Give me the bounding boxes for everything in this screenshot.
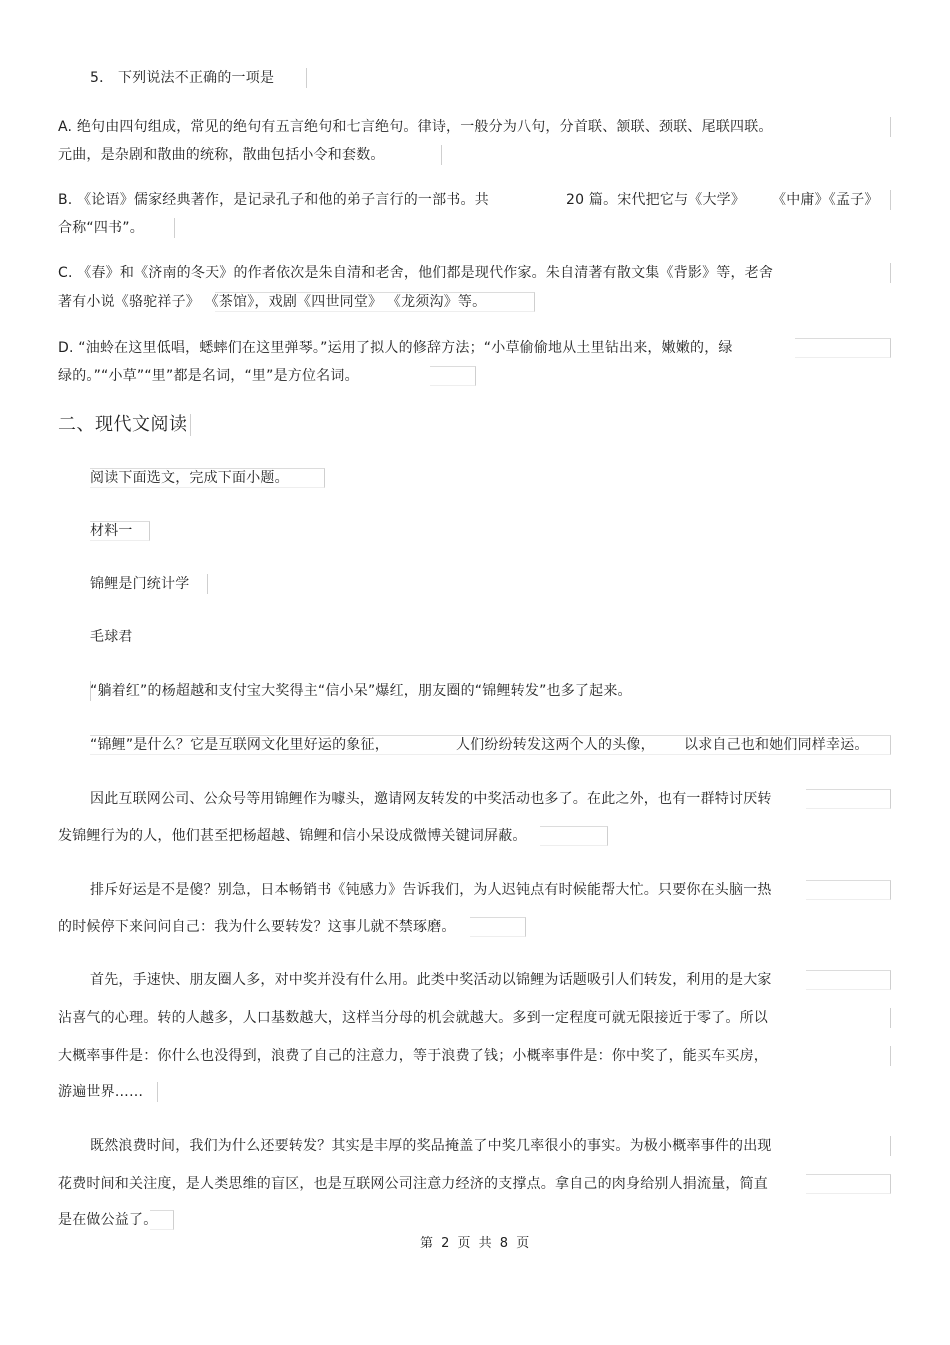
text-box-edge (207, 574, 208, 594)
text-box-edge (890, 263, 891, 283)
section-heading: 二、现代文阅读 (58, 414, 188, 435)
question-stem: 5． 下列说法不正确的一项是 (90, 70, 275, 86)
text-box-edge (215, 292, 535, 312)
text-box-edge (430, 366, 476, 386)
text-box-edge (306, 68, 307, 88)
paragraph-6-line-1: 既然浪费时间，我们为什么还要转发？其实是丰厚的奖品掩盖了中奖几率很小的事实。为极小概率事件的出现 (90, 1138, 772, 1154)
paragraph-2: “锦鲤”是什么？它是互联网文化里好运的象征， (90, 737, 389, 753)
reading-instruction: 阅读下面选文，完成下面小题。 (90, 470, 289, 486)
text-box-edge (470, 917, 526, 937)
paragraph-6-line-3: 是在做公益了。 (58, 1212, 158, 1228)
option-b-line-1: B. 《论语》儒家经典著作，是记录孔子和他的弟子言行的一部书。共 (58, 192, 489, 208)
text-box-edge (890, 190, 891, 210)
paragraph-6-line-2: 花费时间和关注度，是人类思维的盲区，也是互联网公司注意力经济的支撑点。拿自己的肉身给别人捐流量，简直 (58, 1176, 768, 1192)
paragraph-3-line-2: 发锦鲤行为的人，他们甚至把杨超越、锦鲤和信小呆设成微博关键词屏蔽。 (58, 828, 527, 844)
text-box-edge (806, 880, 891, 900)
article-title: 锦鲤是门统计学 (90, 576, 190, 592)
material-label: 材料一 (90, 523, 133, 539)
text-box-edge (890, 1136, 891, 1156)
text-box-edge (90, 468, 325, 488)
option-b-line-1-count: 20 篇。宋代把它与《大学》 (566, 192, 746, 208)
paragraph-5-line-2: 沾喜气的心理。转的人越多，人口基数越大，这样当分母的机会就越大。多到一定程度可就无限接近于零了。所以 (58, 1010, 768, 1026)
paragraph-5-line-3: 大概率事件是：你什么也没得到，浪费了自己的注意力，等于浪费了钱；小概率事件是：你中奖了，能买车买房， (58, 1048, 768, 1064)
text-box-edge (441, 145, 442, 165)
paragraph-4-line-2: 的时候停下来问问自己：我为什么要转发？这事儿就不禁琢磨。 (58, 919, 456, 935)
paragraph-5-line-4: 游遍世界…… (58, 1084, 144, 1100)
paragraph-5-line-1: 首先，手速快、朋友圈人多，对中奖并没有什么用。此类中奖活动以锦鲤为话题吸引人们转发，利用的是大家 (90, 972, 772, 988)
option-d-line-1: D. “油蛉在这里低唱，蟋蟀们在这里弹琴。”运用了拟人的修辞方法；“小草偷偷地从土里钻出来，嫩嫩的，绿 (58, 340, 733, 356)
text-box-edge (90, 735, 891, 755)
text-box-edge (795, 338, 891, 358)
option-a-line-2: 元曲，是杂剧和散曲的统称，散曲包括小令和套数。 (58, 147, 385, 163)
text-box-edge (890, 117, 891, 137)
paragraph-4-line-1: 排斥好运是不是傻？别急，日本畅销书《钝感力》告诉我们，为人迟钝点有时候能帮大忙。只要你在头脑一热 (90, 882, 772, 898)
text-box-edge (150, 1210, 174, 1230)
option-a-line-1: A. 绝句由四句组成，常见的绝句有五言绝句和七言绝句。律诗，一般分为八句，分首联、颔联、颈联、尾联四联。 (58, 119, 773, 135)
paragraph-2-middle: 人们纷纷转发这两个人的头像， (456, 737, 655, 753)
text-box-edge (890, 1046, 891, 1066)
paragraph-3-line-1: 因此互联网公司、公众号等用锦鲤作为噱头，邀请网友转发的中奖活动也多了。在此之外，也有一群特讨厌转 (90, 791, 772, 807)
option-b-line-2: 合称“四书”。 (58, 220, 144, 236)
text-box-edge (806, 970, 891, 990)
page-number: 第 2 页 共 8 页 (420, 1236, 532, 1251)
option-c-line-2: 著有小说《骆驼祥子》 《茶馆》，戏剧《四世同堂》 《龙须沟》等。 (58, 294, 487, 310)
paragraph-1: “躺着红”的杨超越和支付宝大奖得主“信小呆”爆红，朋友圈的“锦鲤转发”也多了起来。 (90, 683, 632, 699)
text-box-edge (806, 789, 891, 809)
article-author: 毛球君 (90, 629, 133, 645)
text-box-edge (890, 1008, 891, 1028)
option-c-line-1: C. 《春》和《济南的冬天》的作者依次是朱自清和老舍，他们都是现代作家。朱自清著有散文集《背影》等，老舍 (58, 265, 774, 281)
text-box-edge (90, 521, 150, 541)
text-box-edge (540, 826, 608, 846)
option-b-line-1-books: 《中庸》《孟子》 (772, 192, 879, 208)
paragraph-2-end: 以求自己也和她们同样幸运。 (684, 737, 869, 753)
text-box-edge (806, 1174, 891, 1194)
text-box-edge (157, 1082, 158, 1102)
option-d-line-2: 绿的。”“小草”“里”都是名词，“里”是方位名词。 (58, 368, 359, 384)
text-box-edge (174, 218, 175, 238)
text-box-edge (190, 414, 191, 436)
text-box-edge (90, 681, 91, 701)
